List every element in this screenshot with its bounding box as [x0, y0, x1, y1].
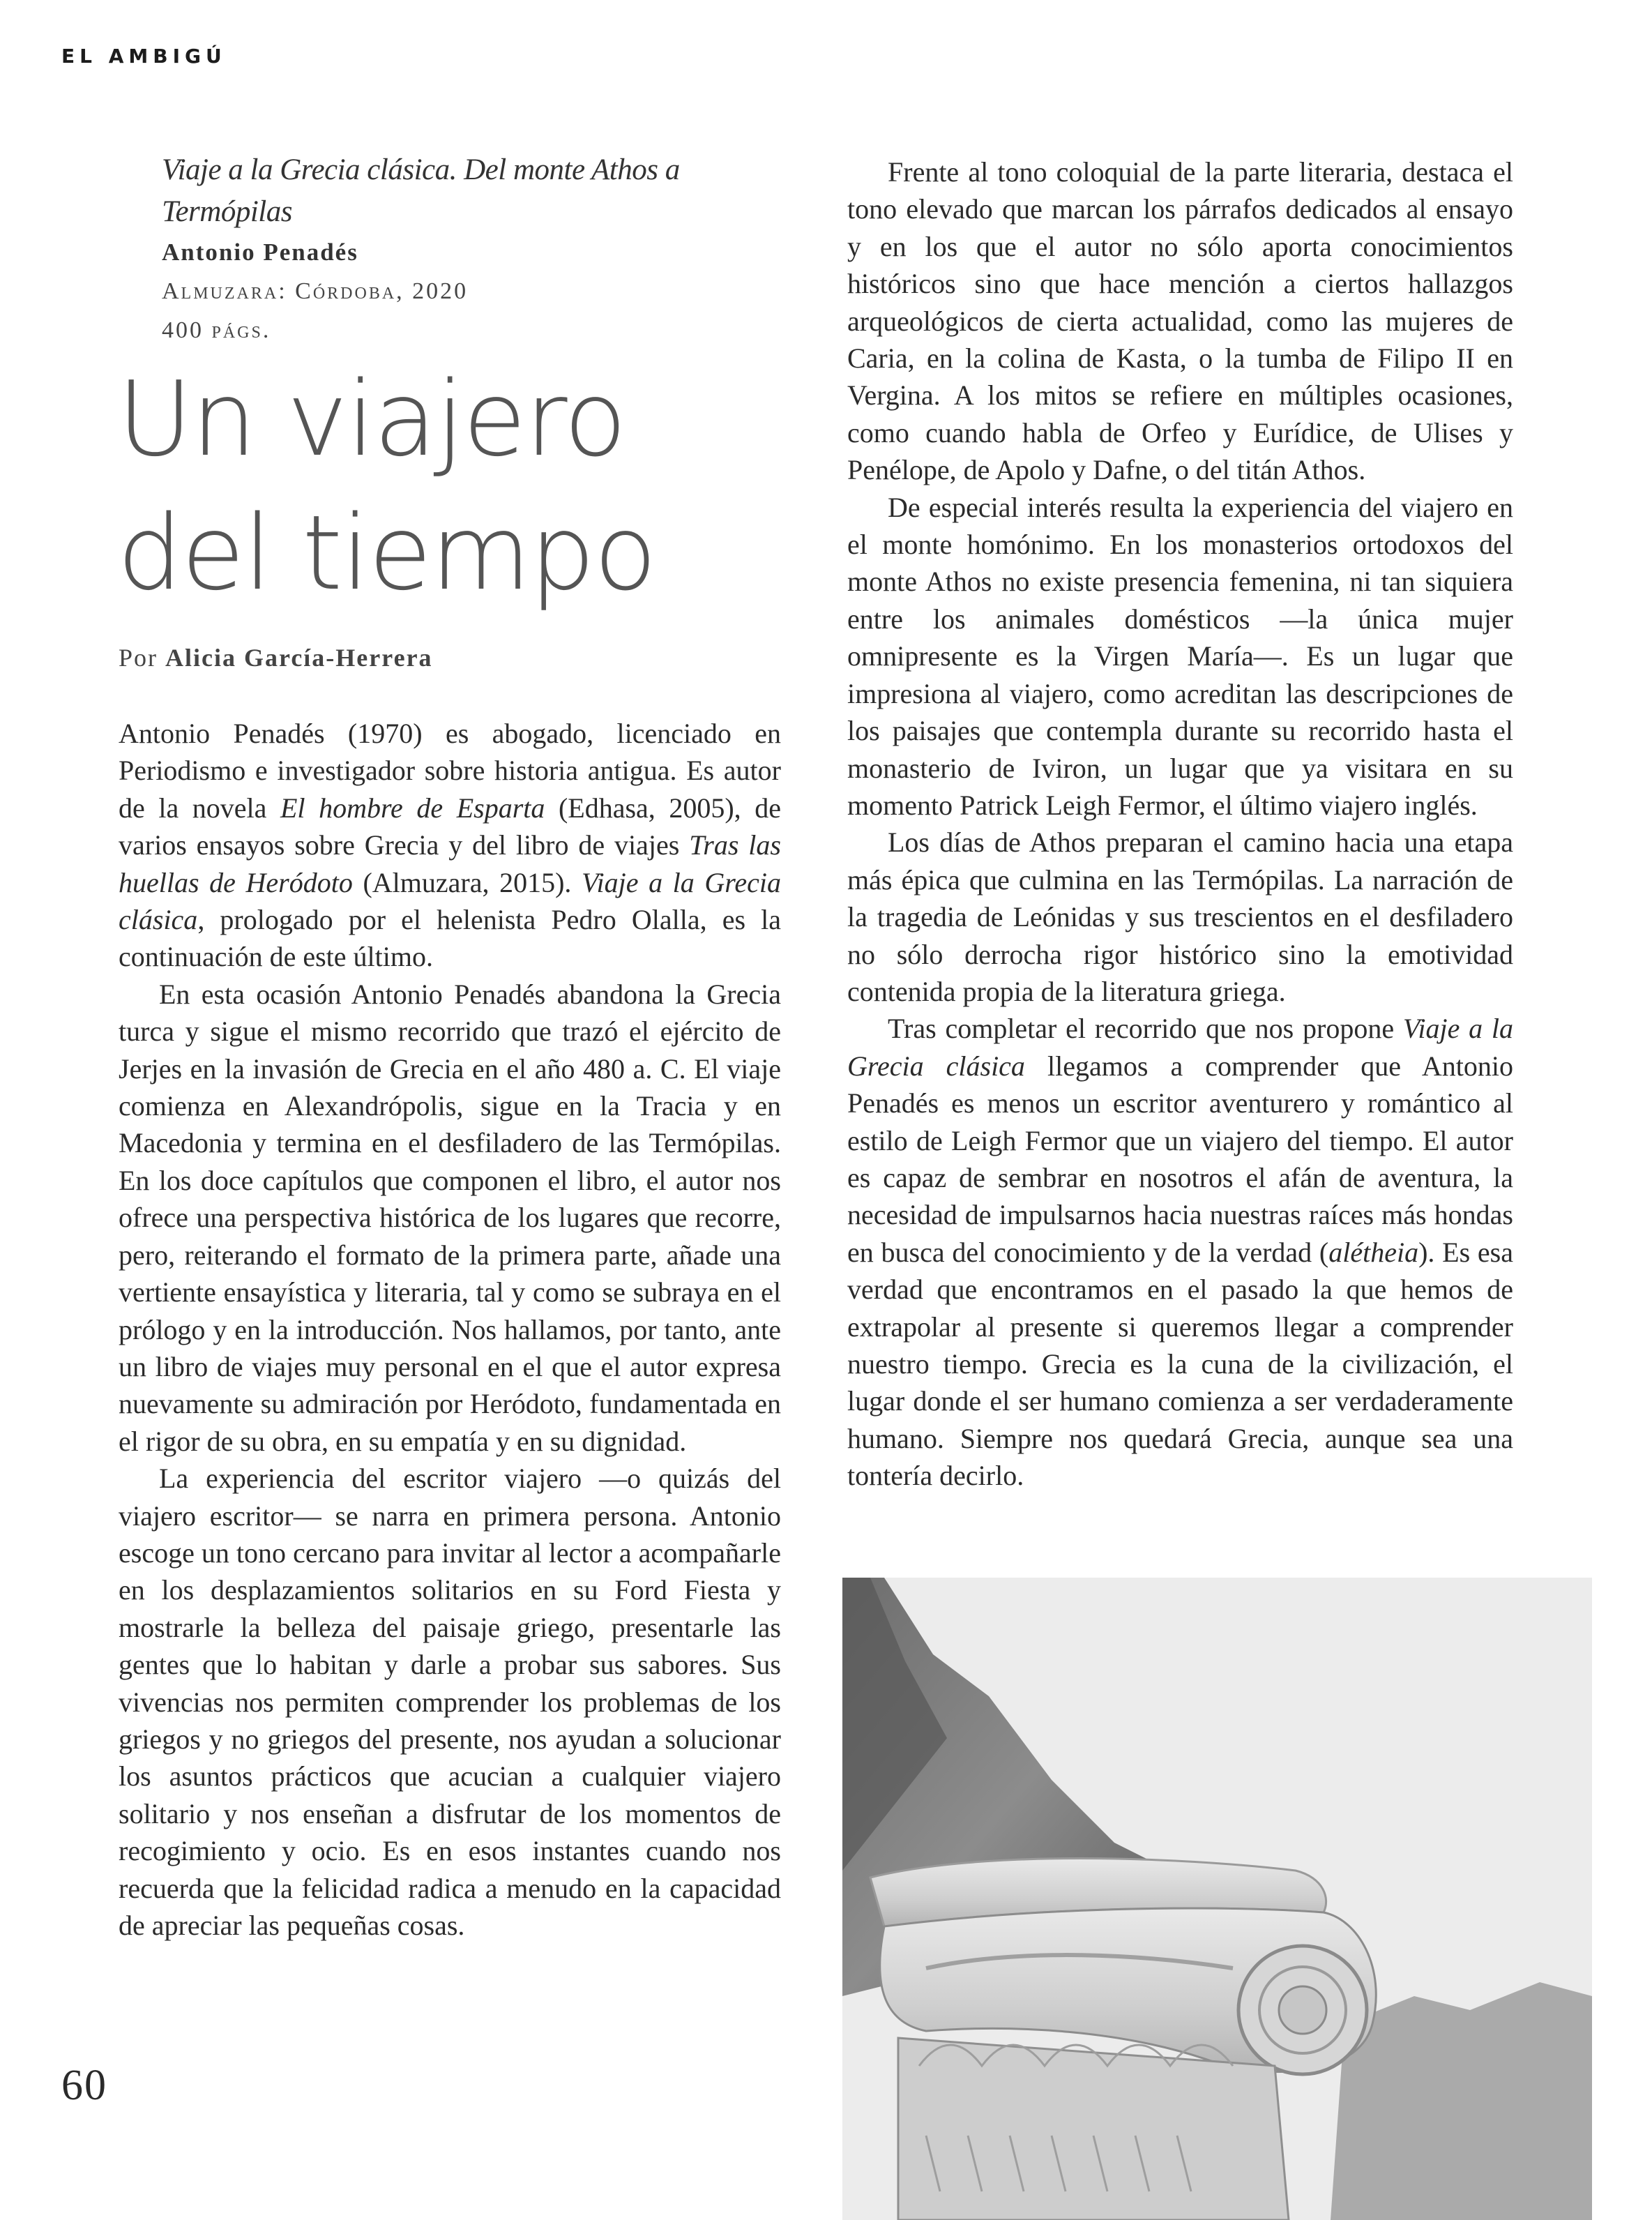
byline-prefix: Por: [119, 644, 158, 672]
book-reference: El hombre de Esparta: [280, 792, 545, 824]
paragraph-text: Antonio Penadés (1970) es abogado, licenciado en Periodismo e investigador sobre historia antigua. Es autor de la novela: [119, 718, 781, 824]
article-paragraph: De especial interés resulta la experiencia del viajero en el monte homónimo. En los monasterios ortodoxos del monte Athos no existe presencia femenina, ni tan siquiera entre los animales domésticos —la única mujer omnipresente es la Virgen María—. Es un lugar que impresiona al viajero, como acreditan las descripciones de los paisajes que contempla durante su recorrido hasta el monasterio de Iviron, un lugar que ya visitara en su momento Patrick Leigh Fermor, el último viajero inglés.: [847, 491, 1513, 821]
photo-illustration: [842, 1578, 1592, 2220]
headline: [117, 352, 814, 620]
book-author: Antonio Penadés: [162, 239, 358, 266]
book-publisher: Almuzara: Córdoba, 2020: [162, 278, 469, 304]
headline-line-1: Un viajero: [117, 359, 626, 479]
greek-term: alétheia: [1328, 1236, 1419, 1268]
paragraph-text: , prologado por el helenista Pedro Olalla, es la continuación de este último.: [119, 904, 781, 973]
book-title: Viaje a la Grecia clásica. Del monte Athos a Termópilas: [162, 153, 680, 228]
byline: [119, 643, 433, 672]
article-paragraph: Los días de Athos preparan el camino hacia una etapa más épica que culmina en las Termópilas. La narración de la tragedia de Leónidas y sus trescientos en el desfiladero no sólo derrocha rigor histórico sino la emotividad contenida propia de la literatura griega.: [847, 826, 1513, 1007]
ionic-capital-photo: [842, 1578, 1592, 2220]
article-column-left: [119, 715, 781, 1944]
paragraph-text: ). Es esa verdad que encontramos en el pasado la que hemos de extrapolar al presente si queremos llegar a comprender nuestro tiempo. Grecia es la cuna de la civilización, el lugar donde el ser humano comienza a ser verdaderamente humano. Siempre nos quedará Grecia, aunque sea una tontería decirlo.: [847, 1236, 1513, 1492]
article-paragraph: En esta ocasión Antonio Penadés abandona la Grecia turca y sigue el mismo recorrido que trazó el ejército de Jerjes en la invasión de Grecia en el año 480 a. C. El viaje comienza en Alexandrópolis, sigue en la Tracia y en Macedonia y termina en el desfiladero de las Termópilas. En los doce capítulos que componen el libro, el autor nos ofrece una perspectiva histórica de los lugares que recorre, pero, reiterando el formato de la primera parte, añade una vertiente ensayística y literaria, tal y como se subraya en el prólogo y en la introducción. Nos hallamos, por tanto, ante un libro de viajes muy personal en el que el autor expresa nuevamente su admiración por Heródoto, fundamentada en el rigor de su obra, en su empatía y en su dignidad.: [119, 978, 781, 1457]
headline-line-2: del tiempo: [117, 493, 656, 613]
book-reference: Tras las huellas de Heródoto: [119, 829, 781, 898]
article-paragraph: Frente al tono coloquial de la parte literaria, destaca el tono elevado que marcan los párrafos dedicados al ensayo y en los que el autor no sólo aporta conocimientos históricos sino que hace mención a ciertos hallazgos arqueológicos de cierta actualidad, como las mujeres de Caria, en la colina de Kasta, o la tumba de Filipo II en Vergina. A los mitos se refiere en múltiples ocasiones, como cuando habla de Orfeo y Eurídice, de Ulises y Penélope, de Apolo y Dafne, o del titán Athos.: [847, 156, 1513, 486]
article-paragraph: [119, 715, 781, 976]
article-paragraph: [847, 1010, 1513, 1494]
paragraph-text: llegamos a comprender que Antonio Penadés es menos un escritor aventurero y romántico al estilo de Leigh Fermor que un viajero del tiempo. El autor es capaz de sembrar en nosotros el afán de aventura, la necesidad de impulsarnos hacia nuestras raíces más hondas en busca del conocimiento y de la verdad (: [847, 1050, 1514, 1268]
book-info: [162, 149, 789, 350]
paragraph-text: Tras completar el recorrido que nos propone: [888, 1013, 1403, 1045]
section-label: EL AMBIGÚ: [61, 45, 227, 68]
article-paragraph: La experiencia del escritor viajero —o quizás del viajero escritor— se narra en primera persona. Antonio escoge un tono cercano para invitar al lector a acompañarle en los desplazamientos solitarios en su Ford Fiesta y mostrarle la belleza del paisaje griego, presentarle las gentes que lo habitan y darle a probar sus sabores. Sus vivencias nos permiten comprender los problemas de los griegos y no griegos del presente, nos ayudan a solucionar los asuntos prácticos que acucian a cualquier viajero solitario y nos enseñan a disfrutar de los momentos de recogimiento y ocio. Es en esos instantes cuando nos recuerda que la felicidad radica a menudo en la capacidad de apreciar las pequeñas cosas.: [119, 1463, 781, 1941]
book-pages: 400 págs.: [162, 317, 271, 343]
paragraph-text: (Edhasa, 2005), de varios ensayos sobre Grecia y del libro de viajes: [119, 792, 782, 861]
book-reference: Viaje a la Grecia clásica: [119, 866, 781, 936]
article-column-right: [847, 153, 1513, 1495]
byline-author: Alicia García-Herrera: [165, 644, 433, 672]
book-reference: Viaje a la Grecia clásica: [847, 1013, 1514, 1082]
paragraph-text: (Almuzara, 2015).: [352, 866, 582, 898]
page-number: 60: [61, 2062, 107, 2109]
